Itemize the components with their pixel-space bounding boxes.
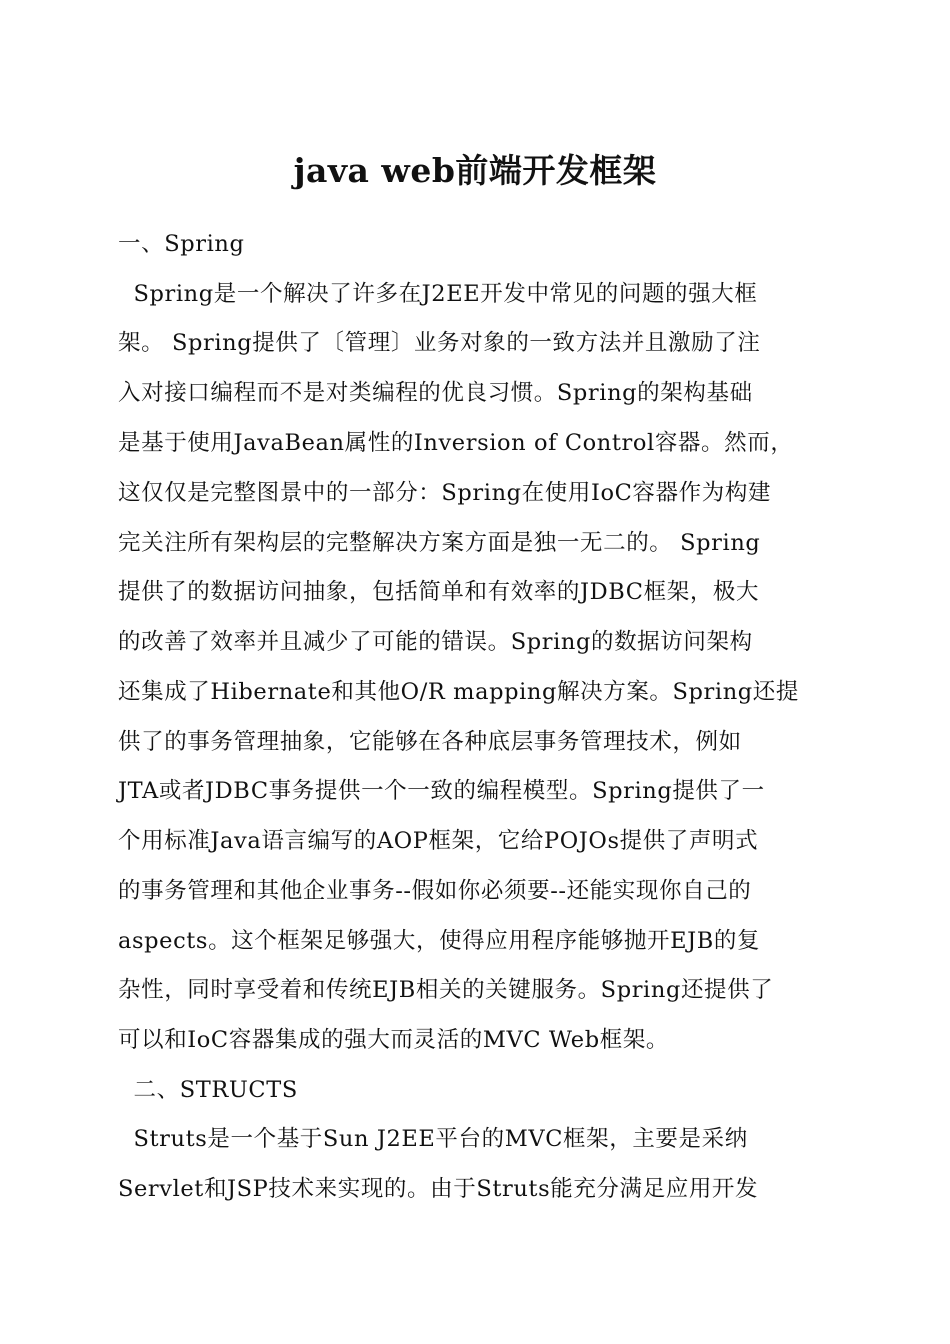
document-title: java web前端开发框架 (293, 151, 657, 190)
paragraph-line: Spring是一个解决了许多在J2EE开发中常见的问题的强大框 (118, 281, 758, 307)
paragraph-line: 的事务管理和其他企业事务--假如你必须要--还能实现你自己的 (118, 878, 752, 904)
paragraph-line: 可以和IoC容器集成的强大而灵活的MVC Web框架。 (118, 1027, 670, 1053)
paragraph-line: 入对接口编程而不是对类编程的优良习惯。Spring的架构基础 (118, 380, 753, 406)
paragraph-line: aspects。这个框架足够强大，使得应用程序能够抛开EJB的复 (118, 928, 761, 954)
section-heading-spring: 一、Spring (118, 231, 245, 257)
paragraph-line: 还集成了Hibernate和其他O/R mapping解决方案。Spring还提 (118, 679, 799, 705)
paragraph-line: Servlet和JSP技术来实现的。由于Struts能充分满足应用开发 (118, 1176, 759, 1202)
paragraph-line: JTA或者JDBC事务提供一个一致的编程模型。Spring提供了一 (118, 778, 765, 804)
paragraph-line: 这仅仅是完整图景中的一部分：Spring在使用IoC容器作为构建 (118, 480, 772, 506)
paragraph-line: Struts是一个基于Sun J2EE平台的MVC框架，主要是采纳 (118, 1126, 748, 1152)
paragraph-line: 是基于使用JavaBean属性的Inversion of Control容器。然而， (118, 430, 794, 456)
paragraph-line: 提供了的数据访问抽象，包括简单和有效率的JDBC框架，极大 (118, 579, 760, 605)
paragraph-line: 供了的事务管理抽象，它能够在各种底层事务管理技术，例如 (118, 729, 742, 755)
paragraph-line: 的改善了效率并且减少了可能的错误。Spring的数据访问架构 (118, 629, 753, 655)
paragraph-line: 架。 Spring提供了〔管理〕业务对象的一致方法并且激励了注 (118, 330, 761, 356)
paragraph-line: 杂性，同时享受着和传统EJB相关的关键服务。Spring还提供了 (118, 977, 774, 1003)
paragraph-line: 个用标准Java语言编写的AOP框架，它给POJOs提供了声明式 (118, 828, 759, 854)
paragraph-line: 完关注所有架构层的完整解决方案方面是独一无二的。 Spring (118, 530, 761, 556)
section-heading-structs: 二、STRUCTS (118, 1077, 298, 1103)
